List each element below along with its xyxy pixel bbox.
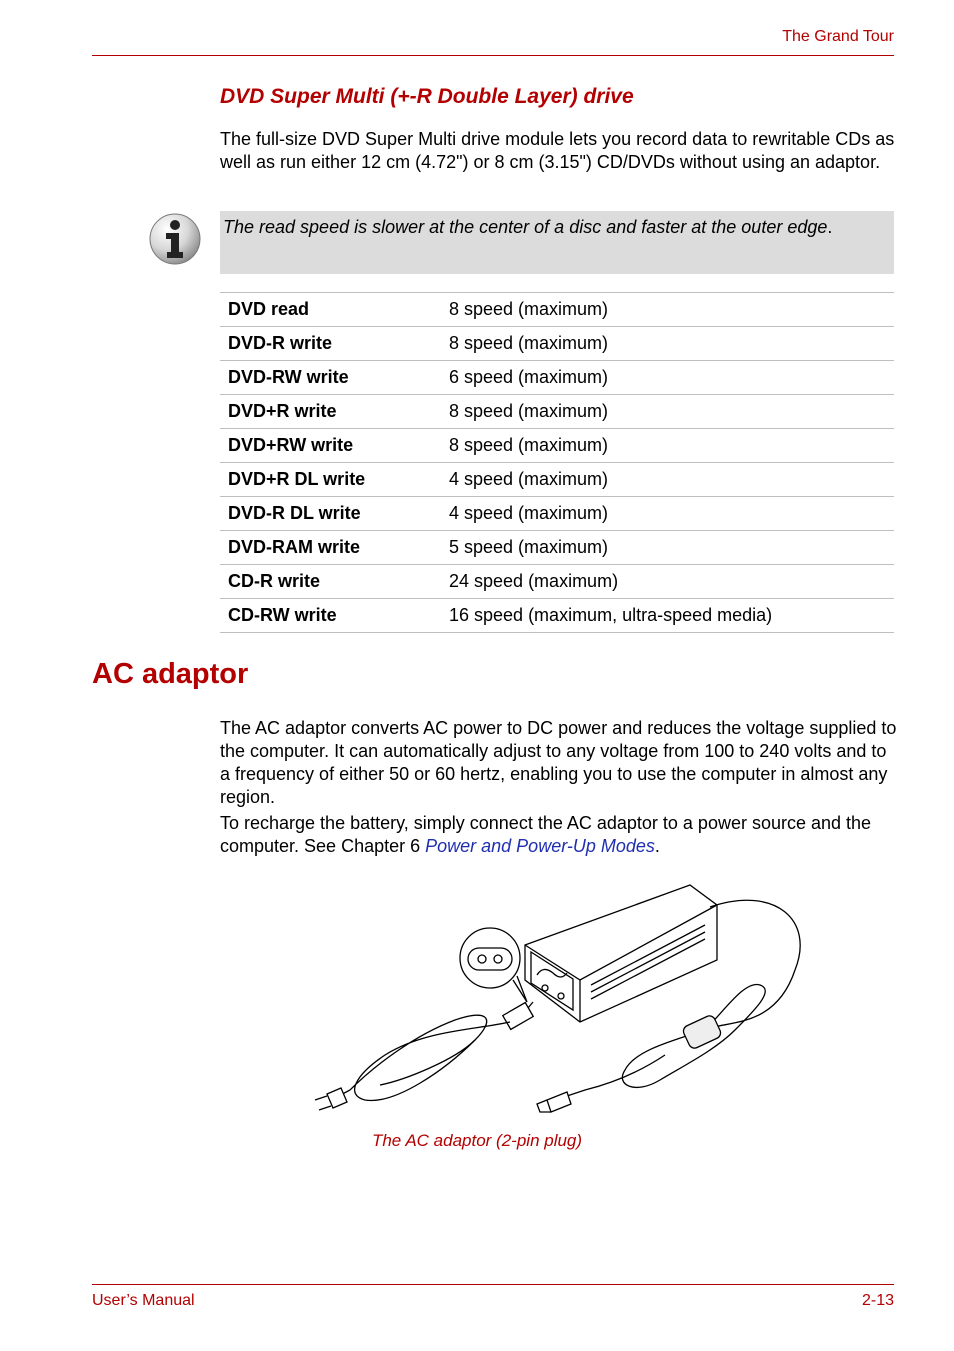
table-row — [220, 361, 894, 395]
header-rule — [92, 55, 894, 56]
section-title: DVD Super Multi (+-R Double Layer) drive — [220, 85, 634, 108]
footer-manual-title: User’s Manual — [92, 1292, 195, 1309]
speed-value: 8 speed (maximum) — [441, 395, 894, 429]
ac-paragraph-2 — [220, 812, 900, 858]
speed-value: 6 speed (maximum) — [441, 361, 894, 395]
table-row — [220, 497, 894, 531]
ac-paragraph-2-text: To recharge the battery, simply connect the AC adaptor to a power source and the computer. See Chapter 6 — [220, 813, 872, 856]
table-row — [220, 327, 894, 361]
speed-label: DVD+RW write — [220, 429, 441, 463]
speed-value: 16 speed (maximum, ultra-speed media) — [441, 599, 894, 633]
chapter-link[interactable]: Power and Power-Up Modes — [425, 836, 655, 856]
table-row — [220, 463, 894, 497]
speed-value: 8 speed (maximum) — [441, 293, 894, 327]
speed-value: 4 speed (maximum) — [441, 463, 894, 497]
running-header: The Grand Tour — [782, 28, 894, 45]
table-row — [220, 293, 894, 327]
speed-value: 24 speed (maximum) — [441, 565, 894, 599]
figure-caption: The AC adaptor (2-pin plug) — [371, 1131, 583, 1150]
note-text-end: . — [827, 217, 833, 237]
section-intro: The full-size DVD Super Multi drive module lets you record data to rewritable CDs as well as run either 12 cm (4.72") or 8 cm (3.15") CD/DVDs without using an adaptor. — [220, 129, 895, 172]
ac-paragraph-1: The AC adaptor converts AC power to DC power and reduces the voltage supplied to the computer. It can automatically adjust to any voltage from 100 to 240 volts and to a frequency of either 50 or 60 hertz, enabling you to use the computer in almost any region. — [220, 718, 897, 807]
speed-label: DVD-R write — [220, 327, 441, 361]
speed-label: DVD-RAM write — [220, 531, 441, 565]
speed-value: 8 speed (maximum) — [441, 327, 894, 361]
page-number: 2-13 — [861, 1292, 894, 1309]
table-row — [220, 429, 894, 463]
speed-label: CD-RW write — [220, 599, 441, 633]
table-row — [220, 531, 894, 565]
note-text-italic: The read speed is slower at the center of a disc and faster at the outer edge — [223, 217, 828, 237]
table-row — [220, 565, 894, 599]
ac-adaptor-illustration — [305, 880, 805, 1125]
speed-label: DVD-RW write — [220, 361, 441, 395]
table-row — [220, 599, 894, 633]
table-row — [220, 395, 894, 429]
footer-rule — [92, 1284, 894, 1285]
note-text — [223, 216, 883, 239]
ac-adaptor-heading: AC adaptor — [92, 658, 249, 690]
speed-label: DVD-R DL write — [220, 497, 441, 531]
speed-value: 5 speed (maximum) — [441, 531, 894, 565]
speed-label: DVD+R write — [220, 395, 441, 429]
speed-table — [220, 292, 894, 633]
speed-value: 4 speed (maximum) — [441, 497, 894, 531]
ac-paragraph-2-end: . — [654, 836, 660, 856]
info-icon — [148, 212, 202, 266]
speed-label: CD-R write — [220, 565, 441, 599]
speed-label: DVD read — [220, 293, 441, 327]
speed-value: 8 speed (maximum) — [441, 429, 894, 463]
speed-label: DVD+R DL write — [220, 463, 441, 497]
